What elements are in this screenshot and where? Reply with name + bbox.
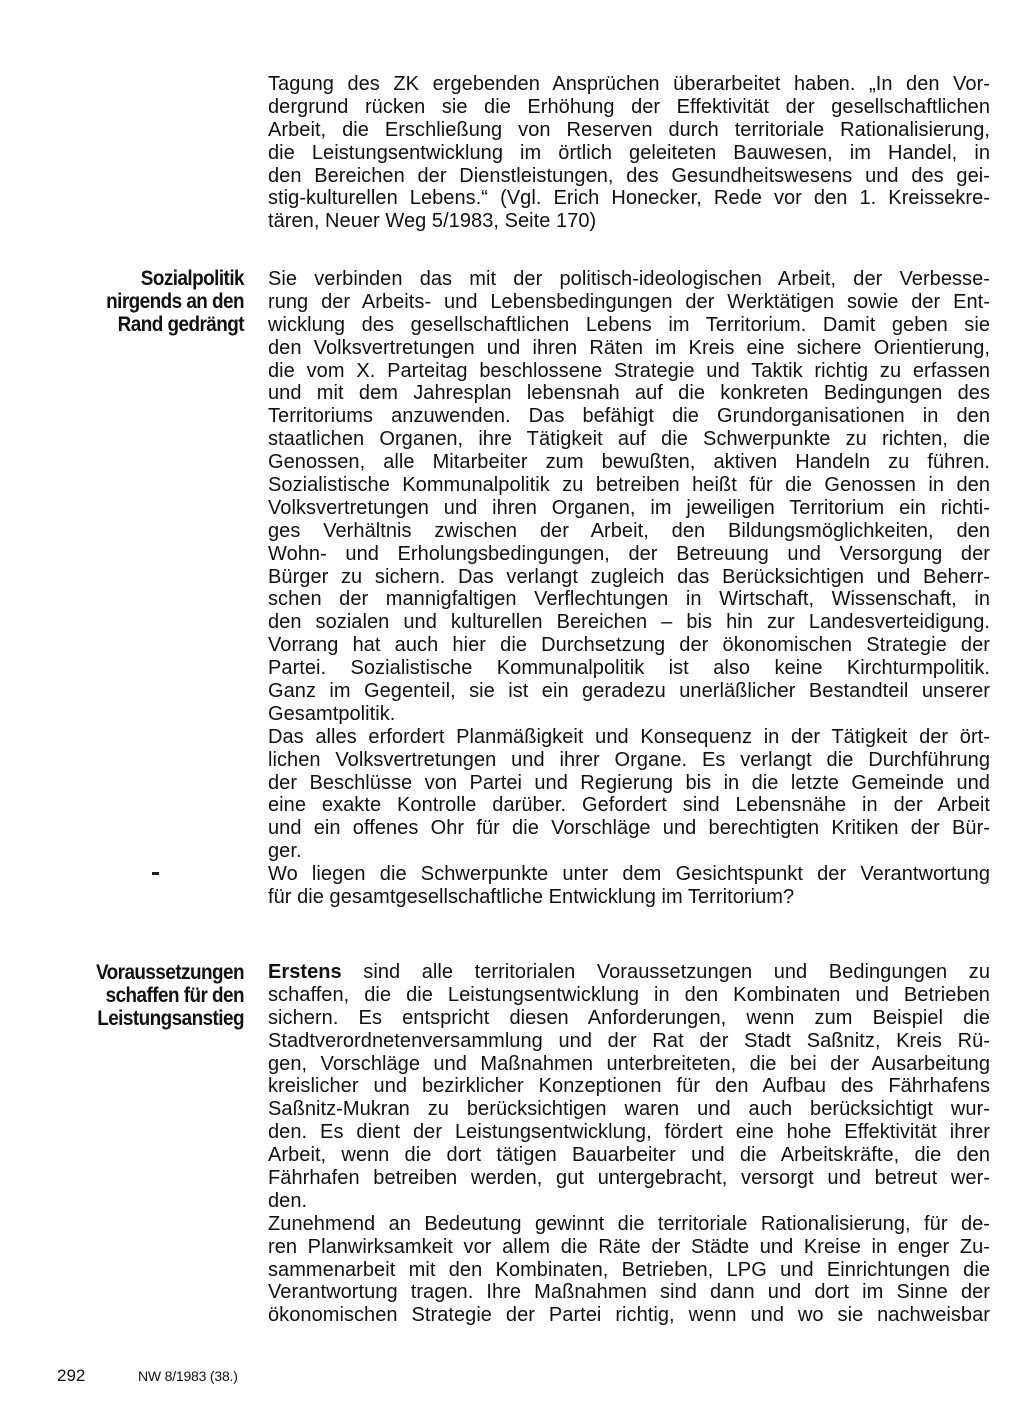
text-line: den Bereichen der Dienstleistungen, des Gesundheitswesens und des gei- xyxy=(268,164,990,187)
text-line: Genossen, alle Mitarbeiter zum bewußten, aktiven Handeln zu führen. xyxy=(268,451,990,474)
text-line: Bürger zu sichern. Das verlangt zugleich das Berücksichtigen und Beherr- xyxy=(268,565,990,588)
text-line: Sie verbinden das mit der politisch-ideologischen Arbeit, der Verbesse- xyxy=(268,268,990,290)
text-line: tären, Neuer Weg 5/1983, Seite 170) xyxy=(268,210,597,233)
text-line: sichern. Es entspricht diesen Anforderungen, wenn zum Beispiel die xyxy=(268,1006,990,1029)
text-line: Verantwortung tragen. Ihre Maßnahmen sind dann und dort im Sinne der xyxy=(268,1281,990,1304)
paragraph-erstens xyxy=(268,961,990,1327)
text-line: rung der Arbeits- und Lebensbedingungen der Werktätigen sowie der Ent- xyxy=(268,290,990,313)
text-line: die vom X. Parteitag beschlossene Strategie und Taktik richtig zu erfassen xyxy=(268,359,990,382)
text-line: schaffen, die die Leistungsentwicklung in den Kombinaten und Betrieben xyxy=(268,983,990,1006)
text-line: dergrund rücken sie die Erhöhung der Effektivität der gesellschaftlichen xyxy=(268,95,990,118)
text-line: eine exakte Kontrolle darüber. Gefordert sind Lebensnähe in der Arbeit xyxy=(268,794,990,817)
text-line-first xyxy=(268,961,990,984)
margin-heading-sozialpolitik xyxy=(60,267,244,336)
text-line: kreislicher und bezirklicher Konzeptionen für den Aufbau des Fährhafens xyxy=(268,1075,990,1098)
margin-heading-line: Sozialpolitik xyxy=(140,267,244,290)
text-line: lichen Volksvertretungen und ihrer Organe. Es verlangt die Durchführung xyxy=(268,748,990,771)
text-line: den Volksvertretungen und ihren Räten im Kreis eine sichere Orientierung, xyxy=(268,336,990,359)
text-line: Sozialistische Kommunalpolitik zu betreiben heißt für die Genossen in den xyxy=(268,474,990,497)
text-line: Stadtverordnetenversammlung und der Rat der Stadt Saßnitz, Kreis Rü- xyxy=(268,1029,990,1052)
margin-heading-line: Rand gedrängt xyxy=(117,313,244,336)
text-line: Arbeit, wenn die dort tätigen Bauarbeiter und die Arbeitskräfte, die den xyxy=(268,1144,990,1167)
text-line: und mit dem Jahresplan lebensnah auf die konkreten Bedingungen des xyxy=(268,382,990,405)
paragraph-sozialpolitik xyxy=(268,268,990,909)
paragraph-continuation xyxy=(268,73,990,233)
text-line: ger. xyxy=(268,840,302,863)
margin-heading-line: Voraussetzungen xyxy=(95,961,244,984)
text-line: Arbeit, die Erschließung von Reserven durch territoriale Rationalisierung, xyxy=(268,118,990,141)
text-line: wicklung des gesellschaftlichen Lebens im Territorium. Damit geben sie xyxy=(268,313,990,336)
text-line: ren Planwirksamkeit vor allem die Räte der Städte und Kreise in enger Zu- xyxy=(268,1235,990,1258)
text-line: Wo liegen die Schwerpunkte unter dem Gesichtspunkt der Verantwortung xyxy=(268,863,990,886)
page-number: 292 xyxy=(57,1366,86,1385)
text-line: der Beschlüsse von Partei und Regierung bis in die letzte Gemeinde und xyxy=(268,771,990,794)
text-line: Vorrang hat auch hier die Durchsetzung der ökonomischen Strategie der xyxy=(268,634,990,657)
margin-heading-line: nirgends an den xyxy=(106,290,244,313)
text-line: Gesamtpolitik. xyxy=(268,702,396,725)
text-line: den sozialen und kulturellen Bereichen – bis hin zur Landesverteidigung. xyxy=(268,611,990,634)
text-line: sammenarbeit mit den Kombinaten, Betrieben, LPG und Einrichtungen die xyxy=(268,1258,990,1281)
text-line: staatlichen Organen, ihre Tätigkeit auf die Schwerpunkte zu richten, die xyxy=(268,428,990,451)
text-line: schen der mannigfaltigen Verflechtungen in Wirtschaft, Wissenschaft, in xyxy=(268,588,990,611)
text-line: und ein offenes Ohr für die Vorschläge und berechtigten Kritiken der Bür- xyxy=(268,817,990,840)
first-line-rest: sind alle territorialen Voraussetzungen und Bedingungen zu xyxy=(341,961,990,983)
text-line: Tagung des ZK ergebenden Ansprüchen überarbeitet haben. „In den Vor- xyxy=(268,73,990,95)
text-line: ökonomischen Strategie der Partei richtig, wenn und wo sie nachweisbar xyxy=(268,1304,990,1327)
margin-heading-line: schaffen für den xyxy=(105,984,244,1007)
text-line: Wohn- und Erholungsbedingungen, der Betreuung und Versorgung der xyxy=(268,542,990,565)
text-line: den. xyxy=(268,1189,308,1212)
text-line: Saßnitz-Mukran zu berücksichtigen waren und auch berücksichtigt wur- xyxy=(268,1098,990,1121)
margin-heading-line: Leistungsanstieg xyxy=(97,1007,244,1030)
text-line: Fährhafen betreiben werden, gut untergebracht, versorgt und betreut wer- xyxy=(268,1167,990,1190)
lead-word: Erstens xyxy=(268,961,342,983)
text-line: Zunehmend an Bedeutung gewinnt die territoriale Rationalisierung, für de- xyxy=(268,1212,990,1235)
issue-reference: NW 8/1983 (38.) xyxy=(138,1368,238,1384)
text-line: Territoriums anzuwenden. Das befähigt die Grundorganisationen in den xyxy=(268,405,990,428)
text-line: Volksvertretungen und ihren Organen, im jeweiligen Territorium ein richti- xyxy=(268,496,990,519)
text-line: Das alles erfordert Planmäßigkeit und Konsequenz in der Tätigkeit der ört- xyxy=(268,725,990,748)
text-line: Partei. Sozialistische Kommunalpolitik ist also keine Kirchturmpolitik. xyxy=(268,657,990,680)
text-line: die Leistungsentwicklung im örtlich geleiteten Bauwesen, im Handel, in xyxy=(268,141,990,164)
text-line: für die gesamtgesellschaftliche Entwicklung im Territorium? xyxy=(268,886,795,909)
text-line: gen, Vorschläge und Maßnahmen unterbreiteten, die bei der Ausarbeitung xyxy=(268,1052,990,1075)
text-line: den. Es dient der Leistungsentwicklung, fördert eine hohe Effektivität ihrer xyxy=(268,1121,990,1144)
text-line: Ganz im Gegenteil, sie ist ein geradezu unerläßlicher Bestandteil unserer xyxy=(268,680,990,703)
print-speck xyxy=(152,872,159,875)
text-line: ges Verhältnis zwischen der Arbeit, den Bildungsmöglichkeiten, den xyxy=(268,519,990,542)
margin-heading-voraussetzungen xyxy=(60,961,244,1030)
text-line: stig-kulturellen Lebens.“ (Vgl. Erich Honecker, Rede vor den 1. Kreissekre- xyxy=(268,187,990,210)
